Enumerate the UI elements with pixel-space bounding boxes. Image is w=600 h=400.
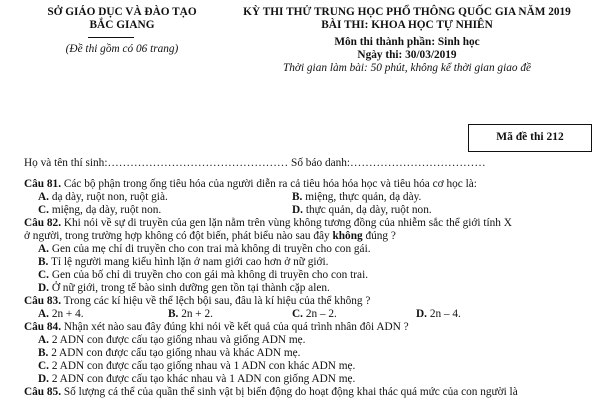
question-number: Câu 84. — [24, 321, 62, 333]
dept-line-1: SỞ GIÁO DỤC VÀ ĐÀO TẠO — [47, 6, 197, 18]
name-label: Họ và tên thí sinh: — [24, 157, 108, 169]
question-text: Các bộ phận trong ống tiêu hóa của người diễn ra cả tiêu hóa hóa học và tiêu hóa cơ học là: — [63, 178, 477, 190]
candidate-line — [24, 157, 486, 170]
question-83 — [24, 295, 370, 308]
question-text: Số lượng cá thể của quần thể sinh vật bị biến động do hoạt động khai thác quá mức của con người là — [63, 386, 518, 398]
option-81-c[interactable]: C. miệng, dạ dày, ruột non. — [38, 204, 162, 216]
dept-line-2: BẮC GIANG — [89, 19, 155, 31]
option-82-a[interactable]: A. Gen của mẹ chỉ di truyền cho con trai mà không di truyền cho con gái. — [38, 243, 371, 255]
question-text: Nhận xét nào sau đây đúng khi nói về kết quả của quá trình nhân đôi ADN ? — [63, 321, 409, 333]
question-81 — [24, 178, 477, 191]
emphasis-khong: không — [332, 230, 363, 242]
option-81-d[interactable]: D. thực quản, dạ dày, ruột non. — [292, 204, 432, 216]
option-82-c[interactable]: C. Gen của bố chỉ di truyền cho con gái mà không di truyền cho con trai. — [38, 269, 369, 281]
page-count-note: (Đề thi gồm có 06 trang) — [65, 43, 179, 55]
question-number: Câu 83. — [24, 295, 62, 307]
option-84-d[interactable]: D. 2 ADN con được cấu tạo khác nhau và 1 ADN con giống ADN mẹ. — [38, 373, 356, 385]
header-left — [22, 6, 222, 56]
question-number: Câu 82. — [24, 217, 62, 229]
question-84 — [24, 321, 409, 334]
option-81-a[interactable]: A. dạ dày, ruột non, ruột già. — [38, 191, 168, 203]
option-83-b[interactable]: B. 2n + 2. — [168, 308, 213, 320]
option-84-c[interactable]: C. 2 ADN con được cấu tạo giống nhau và 1 ADN con khác ADN mẹ. — [38, 360, 356, 372]
option-84-a[interactable]: A. 2 ADN con được cấu tạo giống nhau và giống ADN mẹ. — [38, 334, 306, 346]
name-dots: ………………………………………… — [107, 157, 289, 169]
option-83-d[interactable]: D. 2n – 4. — [416, 308, 461, 320]
exam-section: BÀI THI: KHOA HỌC TỰ NHIÊN — [321, 19, 493, 31]
exam-title: KỲ THI THỬ TRUNG HỌC PHỔ THÔNG QUỐC GIA NĂM 2019 — [243, 6, 571, 18]
header-right — [222, 6, 592, 75]
question-85 — [24, 386, 518, 399]
question-text: Trong các kí hiệu về thể lệch bội sau, đâu là kí hiệu của thể không ? — [63, 295, 371, 307]
sbd-label: Số báo danh: — [291, 157, 351, 169]
header-underline — [88, 37, 134, 38]
question-82-line-2: ở người, trong trường hợp không có đột biến, phát biểu nào sau đây không đúng ? — [24, 230, 396, 242]
option-81-b[interactable]: B. miệng, thực quản, dạ dày. — [292, 191, 422, 203]
question-82 — [24, 217, 512, 230]
question-text: Khi nói về sự di truyền của gen lặn nằm trên vùng không tương đồng của nhiễm sắc thể giới tính X — [63, 217, 512, 229]
option-83-a[interactable]: A. 2n + 4. — [38, 308, 84, 320]
question-number: Câu 85. — [24, 386, 62, 398]
option-83-c[interactable]: C. 2n – 2. — [292, 308, 337, 320]
exam-date: Ngày thi: 30/03/2019 — [357, 49, 457, 61]
time-note: Thời gian làm bài: 50 phút, không kể thời gian giao đề — [282, 62, 532, 74]
exam-code-box — [468, 124, 592, 152]
sbd-dots: ……………………………… — [350, 157, 486, 169]
option-84-b[interactable]: B. 2 ADN con được cấu tạo giống nhau và khác ADN mẹ. — [38, 347, 301, 359]
exam-code: Mã đề thi 212 — [496, 131, 564, 144]
option-82-b[interactable]: B. Tỉ lệ người mang kiểu hình lặn ở nam giới cao hơn ở nữ giới. — [38, 256, 329, 268]
exam-subject: Môn thi thành phần: Sinh học — [334, 36, 480, 48]
question-number: Câu 81. — [24, 178, 62, 190]
option-82-d[interactable]: D. Ở nữ giới, trong tế bào sinh dưỡng gen tồn tại thành cặp alen. — [38, 282, 330, 294]
